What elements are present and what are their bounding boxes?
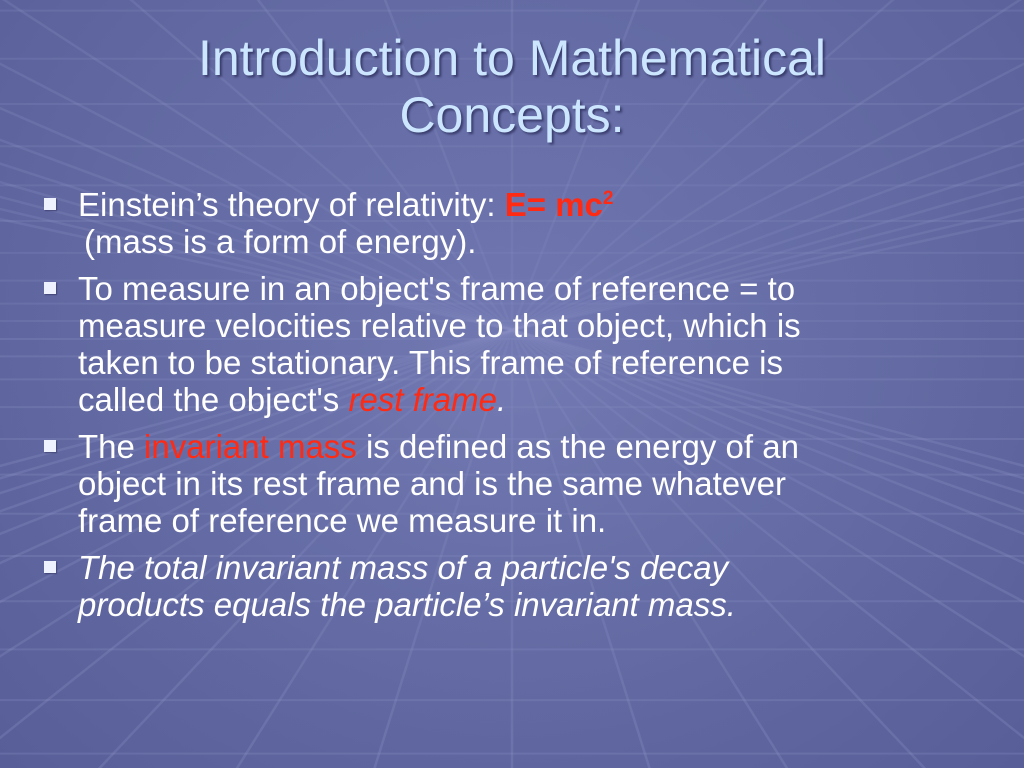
invariant-line-2: object in its rest frame and is the same whatever <box>78 465 786 502</box>
invariant-mass-highlight: invariant mass <box>144 428 357 465</box>
rest-frame-highlight: rest frame <box>348 381 498 418</box>
frame-line-4-prefix: called the object's <box>78 381 349 418</box>
bullet-decay-products <box>40 549 975 623</box>
relativity-text: Einstein’s theory of relativity: <box>78 186 505 223</box>
decay-line-1: The total invariant mass of a particle's decay <box>78 549 729 586</box>
title-line-2: Concepts: <box>399 87 625 143</box>
frame-line-4-suffix: . <box>497 381 507 418</box>
slide-title <box>60 30 964 144</box>
frame-line-4 <box>78 381 975 418</box>
square-bullet-icon <box>44 561 56 573</box>
square-bullet-icon <box>44 198 56 210</box>
frame-line-2: measure velocities relative to that object, which is <box>78 307 801 344</box>
square-bullet-icon <box>44 282 56 294</box>
invariant-prefix: The <box>78 428 145 465</box>
bullet-invariant-mass <box>40 428 975 539</box>
invariant-line-1-suffix: is defined as the energy of an <box>356 428 799 465</box>
equation-base: E= mc <box>504 186 603 223</box>
relativity-continuation: (mass is a form of energy). <box>84 223 477 260</box>
bullet-frame-of-reference <box>40 270 975 418</box>
frame-line-1: To measure in an object's frame of reference = to <box>78 270 796 307</box>
invariant-line-1 <box>78 428 975 465</box>
equation-exponent: 2 <box>602 188 614 209</box>
bullet-relativity <box>40 186 975 260</box>
bullet-list <box>40 186 975 633</box>
invariant-line-3: frame of reference we measure it in. <box>78 502 607 539</box>
title-line-1: Introduction to Mathematical <box>197 30 827 86</box>
frame-line-3: taken to be stationary. This frame of reference is <box>78 344 783 381</box>
decay-line-2: products equals the particle’s invariant mass. <box>78 586 736 623</box>
relativity-line <box>78 186 975 223</box>
square-bullet-icon <box>44 440 56 452</box>
equation <box>505 186 614 223</box>
